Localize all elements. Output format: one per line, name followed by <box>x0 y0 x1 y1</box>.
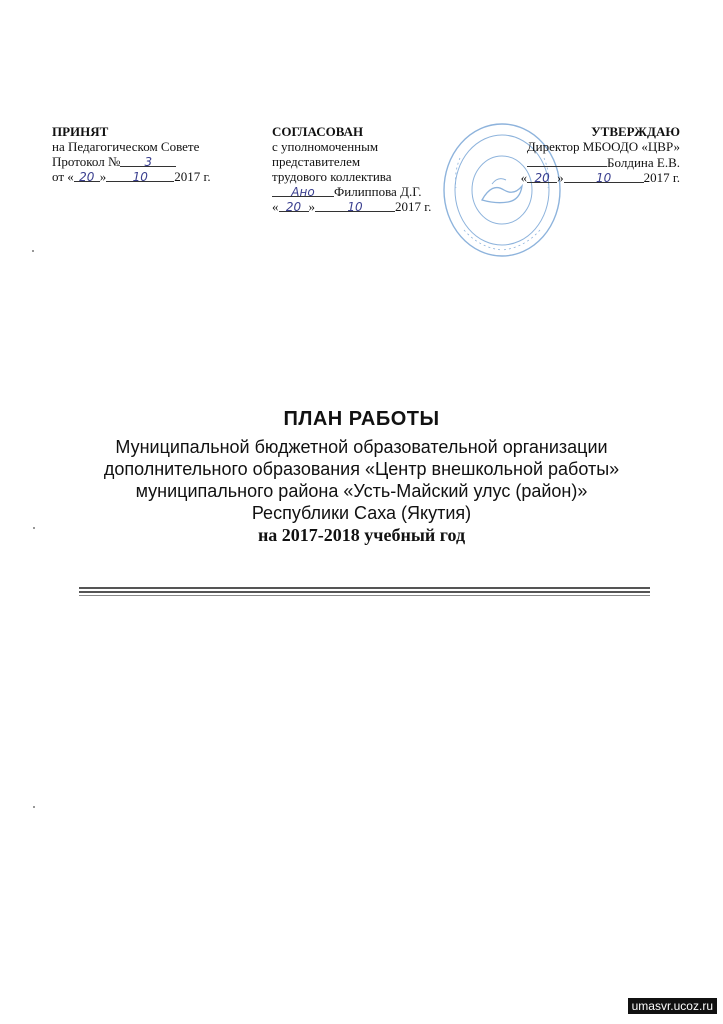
approved-date-prefix: « <box>520 170 528 185</box>
accepted-month: 10 <box>132 170 148 184</box>
approval-approved-block <box>450 124 680 185</box>
agreed-name: Филиппова Д.Г. <box>334 184 422 199</box>
accepted-year: 2017 г. <box>174 169 211 184</box>
accepted-day: 20 <box>79 170 95 184</box>
approved-month: 10 <box>595 171 612 185</box>
subtitle-line2: дополнительного образования «Центр внешкольной работы» <box>103 459 620 479</box>
approved-day: 20 <box>534 171 550 185</box>
agreed-line1: с уполномоченным <box>272 139 379 154</box>
approval-accepted-block <box>52 124 252 184</box>
subtitle-line4: Республики Саха (Якутия) <box>251 503 472 523</box>
approved-date <box>450 170 680 185</box>
title-divider <box>79 587 650 596</box>
protocol-label: Протокол № <box>52 154 121 169</box>
document-title: ПЛАН РАБОТЫ <box>283 408 440 430</box>
scan-speck <box>32 250 34 252</box>
academic-year: на 2017-2018 учебный год <box>257 525 466 545</box>
agreed-year: 2017 г. <box>395 199 432 214</box>
approved-date-mid: » <box>557 170 564 185</box>
approved-name-line <box>450 154 680 170</box>
approved-heading: УТВЕРЖДАЮ <box>591 124 680 139</box>
agreed-date-mid: » <box>308 199 315 214</box>
document-subtitle <box>40 436 683 546</box>
agreed-line2: представителем <box>272 154 361 169</box>
accepted-heading: ПРИНЯТ <box>52 124 109 139</box>
site-watermark: umasvr.ucoz.ru <box>628 998 717 1014</box>
agreed-line3: трудового коллектива <box>272 169 392 184</box>
approved-director: Директор МБООДО «ЦВР» <box>526 139 680 154</box>
agreed-month: 10 <box>347 200 363 214</box>
accepted-date <box>52 169 252 184</box>
approved-year: 2017 г. <box>643 170 680 185</box>
subtitle-line3: муниципального района «Усть-Майский улус (район)» <box>135 481 588 501</box>
accepted-date-prefix: от « <box>52 169 74 184</box>
agreed-heading: СОГЛАСОВАН <box>272 124 364 139</box>
scan-speck <box>33 806 35 808</box>
accepted-date-mid: » <box>99 169 107 184</box>
subtitle-line1: Муниципальной бюджетной образовательной организации <box>115 437 608 457</box>
approved-name: Болдина Е.В. <box>607 155 680 170</box>
agreed-date-prefix: « <box>272 199 279 214</box>
scan-speck <box>33 527 35 529</box>
agreed-day: 20 <box>285 200 302 214</box>
protocol-number: 3 <box>144 155 153 169</box>
accepted-protocol <box>52 154 252 169</box>
agreed-signature: Ано <box>291 185 315 199</box>
accepted-council: на Педагогическом Совете <box>52 139 200 154</box>
